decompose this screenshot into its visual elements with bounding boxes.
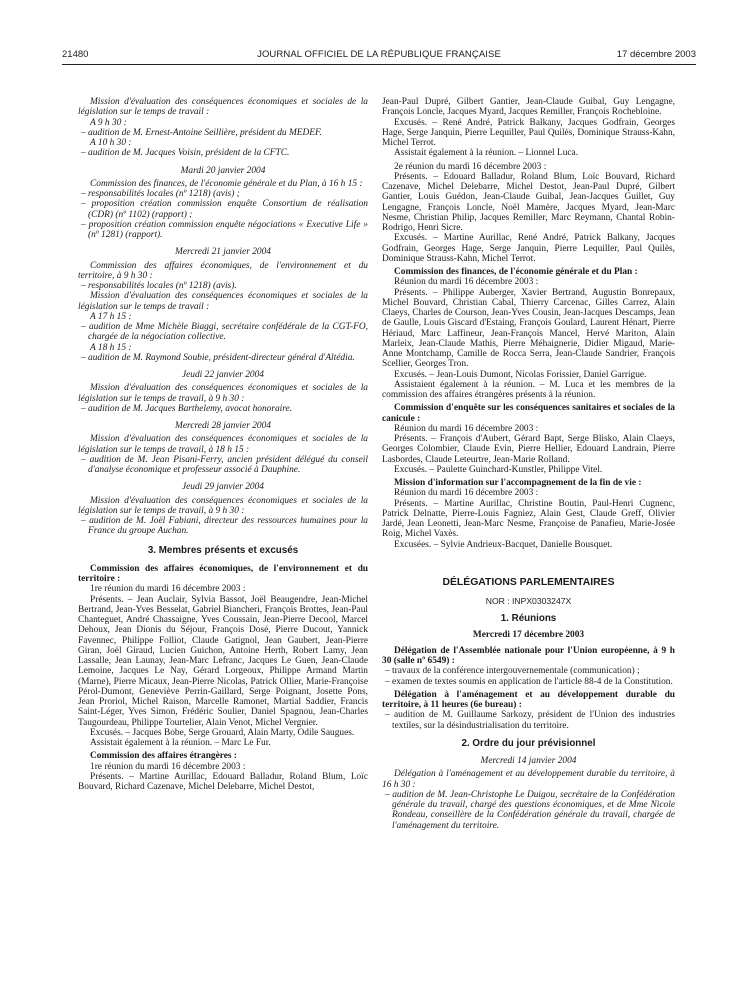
right-column (382, 97, 675, 831)
paragraph: A 10 h 30 : (90, 138, 132, 148)
section-banner: DÉLÉGATIONS PARLEMENTAIRES (442, 576, 615, 588)
running-head (62, 49, 696, 63)
paragraph: Mission d'évaluation des conséquences économiques et sociales de la législation sur le temps de travail, à 9 h 30 : (78, 495, 368, 516)
agenda-item: – audition de M. Jacques Barthelemy, avocat honoraire. (81, 403, 293, 414)
paragraph: A 17 h 15 : (90, 311, 132, 322)
paragraph: 1re réunion du mardi 16 décembre 2003 : (90, 761, 246, 772)
agenda-item: – audition de M. Ernest-Antoine Seillière, président du MEDEF. (81, 127, 322, 138)
paragraph: Assistaient également à la réunion. – M. Luca et les membres de la commission des affaires étrangères présents à la réunion. (382, 379, 675, 400)
paragraph: Excusées. – Sylvie Andrieux-Bacquet, Danielle Bousquet. (394, 539, 613, 550)
committee-heading: Commission des affaires économiques, de l'environnement et du territoire : (78, 563, 368, 584)
committee-heading: Délégation à l'aménagement et au développement durable du territoire, à 11 heures (6e bureau) : (382, 689, 675, 710)
paragraph: Excusés. – Jacques Bobe, Serge Grouard, Alain Marty, Odile Saugues. (90, 727, 355, 738)
header-rule (62, 64, 696, 65)
paragraph: A 18 h 15 : (90, 342, 132, 353)
paragraph: Assistait également à la réunion. – Lionnel Luca. (394, 148, 579, 159)
agenda-item: – responsabilités locales (nº 1218) (avis). (81, 281, 237, 291)
agenda-item: – responsabilités locales (nº 1218) (avis) ; (81, 189, 240, 199)
agenda-item: – proposition création commission enquête Consortium de réalisation (CDR) (nº 1102) (rapport) ; (81, 199, 368, 220)
paragraph: Jean-Paul Dupré, Gilbert Gantier, Jean-Claude Guibal, Guy Lengagne, François Loncle, Jacques Myard, Jacques Remiller, François Rochebloine. (382, 97, 675, 118)
committee-heading: Commission d'enquête sur les conséquences sanitaires et sociales de la canicule : (382, 403, 675, 424)
agenda-date: Mardi 20 janvier 2004 (180, 165, 266, 176)
paragraph: Réunion du mardi 16 décembre 2003 : (394, 488, 539, 499)
agenda-item: – audition de M. Joël Fabiani, directeur des ressources humaines pour la France du groupe Auchan. (81, 516, 368, 537)
agenda-item: – examen de textes soumis en application de l'article 88-4 de la Constitution. (385, 676, 673, 687)
agenda-date: Mercredi 14 janvier 2004 (480, 756, 577, 766)
paragraph: 2e réunion du mardi 16 décembre 2003 : (394, 161, 547, 172)
paragraph: A 9 h 30 : (90, 117, 127, 128)
section-heading: 2. Ordre du jour prévisionnel (461, 737, 596, 749)
paragraph: Excusés. – Jean-Louis Dumont, Nicolas Forissier, Daniel Garrigue. (394, 369, 647, 380)
paragraph: Commission des finances, de l'économie générale et du Plan, à 16 h 15 : (90, 178, 363, 189)
paragraph: Réunion du mardi 16 décembre 2003 : (394, 423, 539, 434)
paragraph: Délégation à l'aménagement et au développement durable du territoire, à 16 h 30 : (382, 769, 675, 790)
paragraph: Présents. – Martine Aurillac, Christine Boutin, Paul-Henri Cugnenc, Patrick Delnatte, Pierre-Louis Fagniez, Alain Gest, Claude Greff, Olivier Jardé, Jean Leonetti, Jean-Marc Nesme, Françoise de Panafieu, Marie-Josée Roig, Michel Vaxès. (382, 498, 675, 540)
paragraph: Réunion du mardi 16 décembre 2003 : (394, 277, 539, 288)
paragraph: Excusés. – Martine Aurillac, René André, Patrick Balkany, Jacques Godfrain, Georges Hage, Serge Janquin, Pierre Lequiller, Paul Quilès, Dominique Strauss-Kahn, Michel Terrot. (382, 233, 675, 264)
paragraph: Présents. – Jean Auclair, Sylvia Bassot, Joël Beaugendre, Jean-Michel Bertrand, Jean-Yves Besselat, Gabriel Biancheri, François Brottes, Jean-Paul Chanteguet, André Chassaigne, Yves Coussain, Jean-Pierre Decool, Marcel Dehoux, Jean Dionis du Séjour, François Dosé, Pierre Ducout, Yannick Favennec, Philippe Folliot, Claude Gatignol, Jean Gaubert, Jean-Pierre Giran, Joël Giraud, Lucien Guichon, Antoine Herth, Robert Lamy, Jean Lassalle, Jean Launay, Jean-Marc Lefranc, Jacques Le Guen, Jean-Claude Lemoine, Jacques Le Nay, Gérard Lorgeoux, Philippe Armand Martin (Marne), Pierre Micaux, Jean-Pierre Nicolas, Patrick Ollier, Marie-Françoise Pérol-Dumont, Geneviève Perrin-Gaillard, Serge Poignant, Josette Pons, Jean Proriol, Michel Raison, Marcelle Ramonet, Martial Saddier, Francis Saint-Léger, Yves Simon, Frédéric Soulier, Daniel Spagnou, Jean-Charles Taugourdeau, Philippe Tourtelier, Alain Venot, Michel Vergnier. (78, 594, 368, 728)
agenda-date: Jeudi 29 janvier 2004 (181, 482, 264, 493)
paragraph: Présents. – Edouard Balladur, Roland Blum, Loïc Bouvard, Richard Cazenave, Michel Delebarre, Michel Destot, Jean-Paul Dupré, Gilbert Gantier, Louis Guédon, Jean-Claude Guibal, Jean-Jacques Guillet, Guy Lengagne, François Loncle, Noël Mamère, Jacques Myard, Jean-Marc Nesme, Christian Philip, Jacques Remiller, Marc Reymann, Chantal Robin-Rodrigo, Henri Sicre. (382, 171, 675, 233)
section-heading: 1. Réunions (500, 613, 557, 625)
paragraph: Commission des affaires économiques, de l'environnement et du territoire, à 9 h 30 : (78, 260, 368, 281)
issue-date: 17 décembre 2003 (616, 49, 696, 60)
paragraph: Présents. – François d'Aubert, Gérard Bapt, Serge Blisko, Alain Claeys, Georges Colombier, Claude Evin, Pierre Hellier, Edouard Landrain, Pierre Lasbordes, Claude Leteurtre, Jean-Marie Rolland. (382, 434, 675, 465)
paragraph: Excusés. – René André, Patrick Balkany, Jacques Godfrain, Georges Hage, Serge Janquin, Pierre Lequiller, Paul Quilès, Dominique Strauss-Kahn, Michel Terrot. (382, 117, 675, 148)
page-number: 21480 (62, 49, 89, 60)
agenda-item: – audition de M. Guillaume Sarkozy, président de l'Union des industries textiles, sur la désindustrialisation du territoire. (385, 710, 675, 731)
agenda-item: – audition de M. Jean Pisani-Ferry, ancien président délégué du conseil d'analyse économique et professeur associé à Dauphine. (81, 454, 368, 475)
journal-title: JOURNAL OFFICIEL DE LA RÉPUBLIQUE FRANÇAISE (257, 49, 501, 60)
agenda-date: Mercredi 21 janvier 2004 (175, 247, 271, 258)
paragraph: Présents. – Martine Aurillac, Edouard Balladur, Roland Blum, Loïc Bouvard, Richard Cazenave, Michel Delebarre, Michel Destot, (78, 771, 368, 792)
paragraph: Mission d'évaluation des conséquences économiques et sociales de la législation sur le temps de travail : (78, 291, 368, 312)
committee-heading: Mission d'information sur l'accompagnement de la fin de vie : (394, 478, 642, 488)
paragraph: Présents. – Philippe Auberger, Xavier Bertrand, Augustin Bonrepaux, Michel Bouvard, Christian Cabal, Thierry Carcenac, Gilles Carrez, Alain Claeys, Charles de Courson, Jean-Yves Cousin, Jean-Jacques Descamps, Jean de Gaulle, Louis Giscard d'Estaing, François Goulard, Laurent Hénart, Pierre Hériaud, Marc Laffineur, Jean-François Mancel, Hervé Mariton, Alain Marleix, Jean-Claude Mathis, Pierre Méhaignerie, Didier Migaud, Marie-Anne Montchamp, Camille de Rocca Serra, Jean-Claude Sandrier, François Scellier, Georges Tron. (382, 287, 675, 370)
agenda-item: – audition de M. Jacques Voisin, président de la CFTC. (81, 148, 290, 159)
agenda-item: – travaux de la conférence intergouvernementale (communication) ; (385, 666, 640, 677)
agenda-item: – proposition création commission enquête négociations « Executive Life » (nº 1281) (rapport). (81, 219, 368, 240)
agenda-item: – audition de Mme Michèle Biaggi, secrétaire confédérale de la CGT-FO, chargée de la négociation collective. (81, 322, 368, 343)
left-column (78, 97, 368, 792)
paragraph: Mission d'évaluation des conséquences économiques et sociales de la législation sur le temps de travail, à 18 h 15 : (78, 434, 368, 455)
paragraph: Mission d'évaluation des conséquences économiques et sociales de la législation sur le temps de travail : (78, 97, 368, 118)
meeting-date: Mercredi 17 décembre 2003 (472, 629, 585, 640)
paragraph: Excusés. – Paulette Guinchard-Kunstler, Philippe Vitel. (394, 464, 603, 475)
paragraph: Mission d'évaluation des conséquences économiques et sociales de la législation sur le temps de travail, à 9 h 30 : (78, 383, 368, 404)
paragraph: 1re réunion du mardi 16 décembre 2003 : (90, 584, 246, 595)
agenda-date: Jeudi 22 janvier 2004 (181, 370, 264, 380)
nor-reference: NOR : INPX0303247X (485, 596, 572, 606)
committee-heading: Commission des finances, de l'économie générale et du Plan : (394, 267, 638, 277)
agenda-item: – audition de M. Jean-Christophe Le Duigou, secrétaire de la Confédération générale du travail, chargé des questions économiques, et de Mme Nicole Rondeau, conseillère de la Confédération générale du travail, chargée de l'aménagement du territoire. (385, 789, 675, 831)
agenda-date: Mercredi 28 janvier 2004 (175, 421, 271, 431)
committee-heading: Délégation de l'Assemblée nationale pour l'Union européenne, à 9 h 30 (salle nº 6549) : (382, 645, 675, 666)
agenda-item: – audition de M. Raymond Soubie, président-directeur général d'Altédia. (81, 352, 355, 363)
paragraph: Assistait également à la réunion. – Marc Le Fur. (90, 738, 271, 748)
committee-heading: Commission des affaires étrangères : (90, 751, 238, 762)
section-heading: 3. Membres présents et excusés (147, 544, 299, 556)
